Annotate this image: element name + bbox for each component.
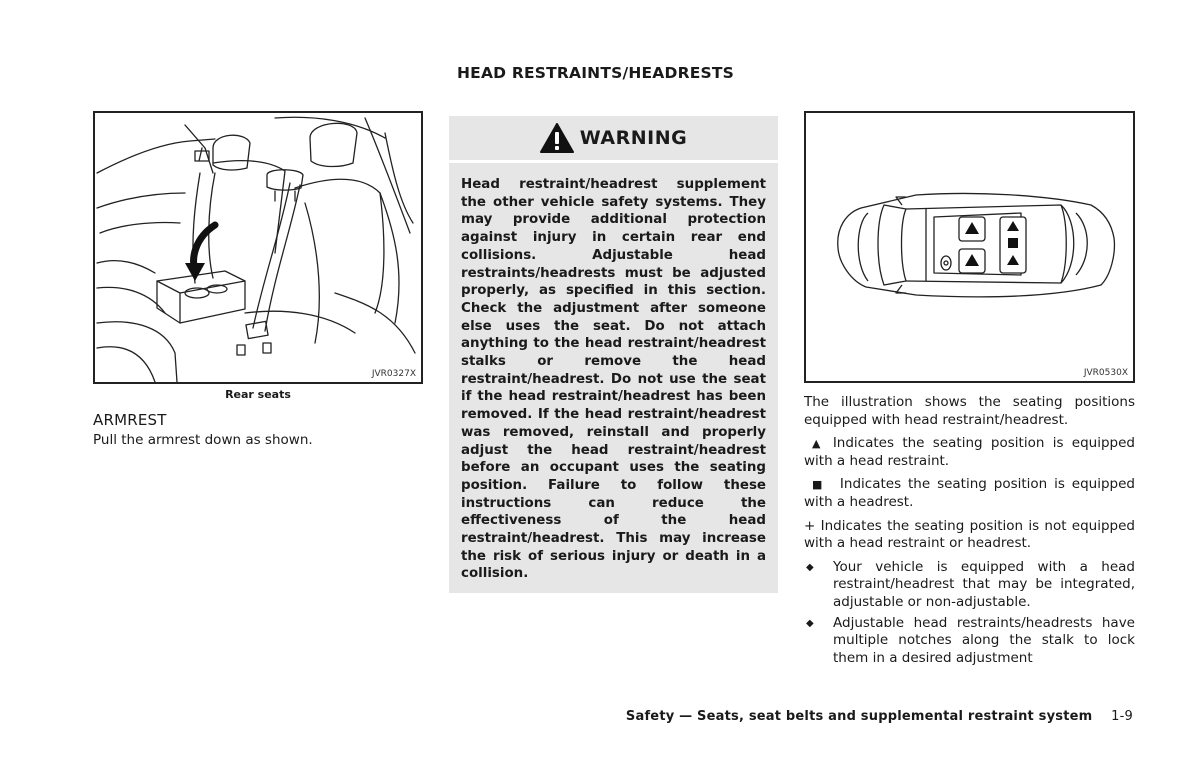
figure-caption: Rear seats <box>225 388 291 401</box>
seat-marker-front-right <box>959 249 985 273</box>
plus-icon: + <box>804 517 816 534</box>
page-number: 1-9 <box>1111 709 1133 724</box>
square-icon: ■ <box>812 478 826 492</box>
section-title-armrest: ARMREST <box>93 411 167 429</box>
footer-chapter-title: Safety — Seats, seat belts and supplemental restraint system <box>625 709 1093 724</box>
legend-item-headrest <box>804 476 1135 511</box>
warning-header <box>449 116 778 163</box>
diamond-bullet-icon: ◆ <box>806 561 814 573</box>
warning-text: Head restraint/headrest supplement the other vehicle safety systems. They may provide additional protection against injury in certain rear end collisions. Adjustable head restraints/headrests must be adjusted properly, as specified in this section. Check the adjustment after someone else uses the seat. Do not attach anything to the head restraint/headrest stalks or remove the head restraint/headrest. Do not use the seat if the head restraint/headrest has been removed. If the head restraint/headrest was removed, reinstall and properly adjust the head restraint/headrest before an occupant uses the seating position. Failure to follow these instructions can reduce the effectiveness of the head restraint/headrest. This may increase the risk of serious injury or death in a collision. <box>461 177 766 582</box>
armrest-instruction: Pull the armrest down as shown. <box>93 432 313 448</box>
right-column <box>804 111 1135 670</box>
page-footer <box>626 709 1133 724</box>
warning-column <box>449 116 778 593</box>
diamond-bullet-icon: ◆ <box>806 617 814 629</box>
bullet-item <box>804 559 1135 612</box>
page-header: HEAD RESTRAINTS/HEADRESTS <box>457 64 734 82</box>
seat-marker-rear-row <box>1000 217 1026 273</box>
figure-code: JVR0530X <box>1083 368 1128 378</box>
rear-seat-illustration <box>95 113 421 382</box>
bullet-text: Adjustable head restraints/headrests have multiple notches along the stalk to lock them in a desired adjustment <box>833 614 1135 666</box>
warning-triangle-icon <box>540 123 574 153</box>
legend-text: Indicates the seating position is not equipped with a head restraint or headrest. <box>804 517 1135 552</box>
illustration-intro: The illustration shows the seating positions equipped with head restraint/headrest. <box>804 394 1135 428</box>
rear-seat-armrest-figure <box>93 111 423 384</box>
bullet-item <box>804 615 1135 668</box>
bullet-text: Your vehicle is equipped with a head restraint/headrest that may be integrated, adjustable or non-adjustable. <box>833 558 1135 610</box>
left-column <box>93 111 423 449</box>
legend-item-head-restraint <box>804 435 1135 470</box>
warning-box <box>449 116 778 593</box>
warning-title: WARNING <box>579 127 688 149</box>
figure-code: JVR0327X <box>371 369 416 379</box>
seat-marker-front-left <box>959 217 985 241</box>
seating-position-figure <box>804 111 1135 383</box>
vehicle-top-view-illustration <box>806 113 1133 381</box>
legend-text: Indicates the seating position is equipped with a head restraint. <box>804 435 1136 469</box>
legend-text: Indicates the seating position is equipped with a headrest. <box>804 476 1135 510</box>
triangle-icon: ▲ <box>812 437 825 451</box>
legend-item-none <box>804 518 1135 553</box>
